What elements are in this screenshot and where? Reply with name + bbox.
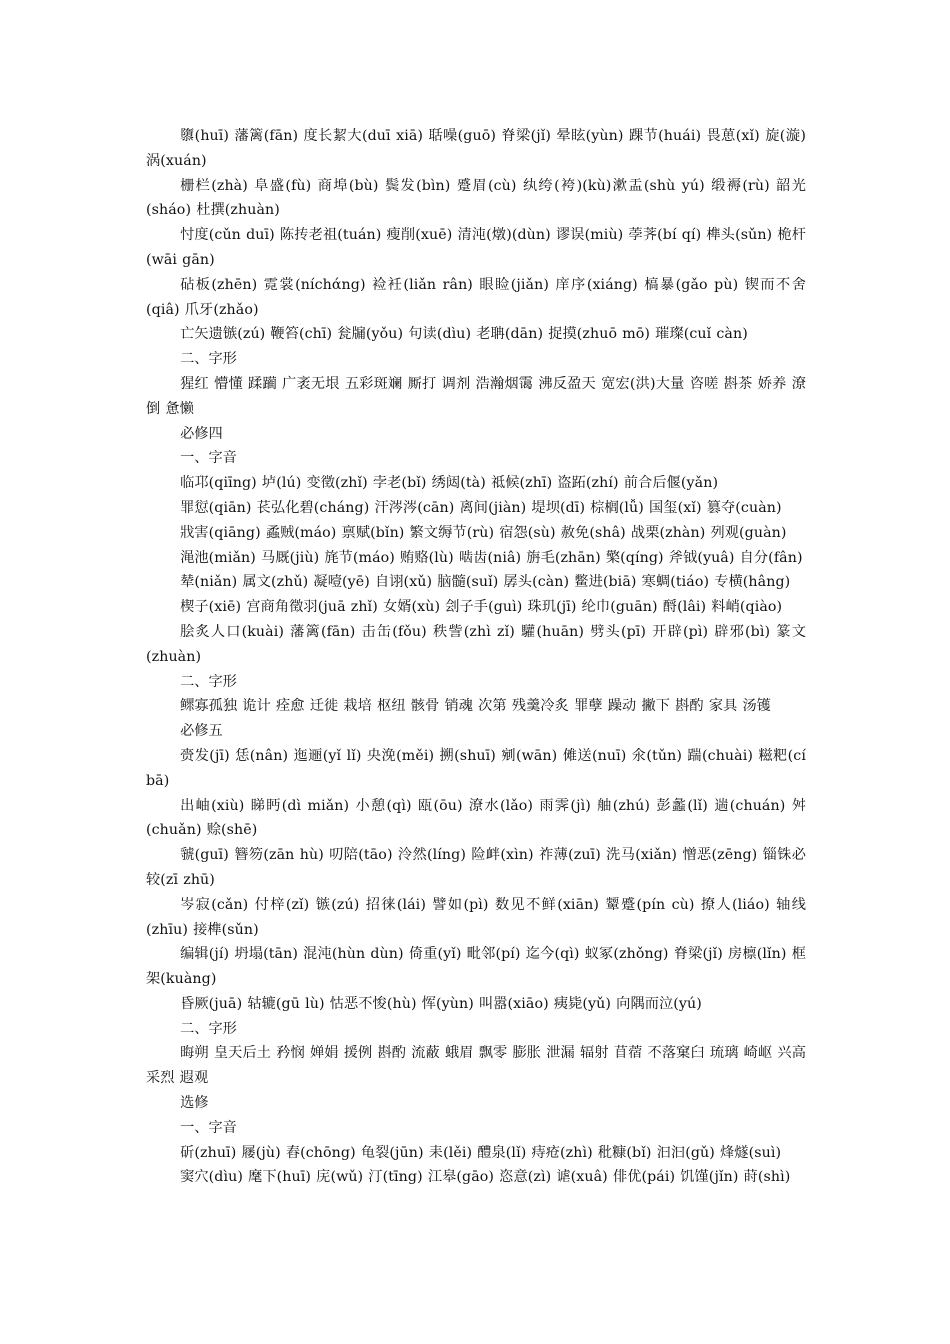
section-heading: 二、字形: [180, 351, 237, 368]
paragraph: 编辑(jí) 坍塌(tān) 混沌(hùn dùn) 倚重(yǐ) 毗邻(pí) 迄今(qì) 蚁冢(zhǒng) 脊梁(jǐ) 房檩(lǐn) 框架(kuàng): [146, 946, 806, 988]
section-heading: 一、字音: [180, 450, 237, 467]
paragraph: 赍发(jī) 恁(nân) 迤逦(yǐ lǐ) 央浼(měi) 搠(shuī) 剜(wān) 傩送(nuī) 氽(tǔn) 踹(chuài) 糍粑(cí bā): [146, 747, 806, 789]
paragraph: 隳(huī) 藩篱(fān) 度长絜大(duī xiā) 聒噪(guō) 脊梁(jǐ) 晕眩(yùn) 踝节(huái) 畏葸(xǐ) 旋(漩)涡(xuán): [146, 128, 806, 169]
section-heading: 必修五: [180, 723, 223, 740]
paragraph: 砧板(zhēn) 霓裳(níchάng) 裣衽(liǎn rân) 眼睑(jiǎn) 庠序(xiáng) 槁暴(gǎo pù) 锲而不舍(qiâ) 爪牙(zhǎo): [146, 276, 806, 318]
paragraph: 亡矢遗镞(zú) 鞭笞(chī) 瓮牖(yǒu) 句读(dìu) 老聃(dān) 捉摸(zhuō mō) 璀璨(cuǐ càn): [180, 326, 748, 343]
paragraph: 出岫(xiù) 睇眄(dì miǎn) 小憩(qì) 瓯(ōu) 潦水(lǎo) 雨霁(jì) 舳(zhú) 彭蠡(lǐ) 遄(chuán) 舛(chuǎn) 赊(shē): [146, 797, 806, 839]
paragraph: 戕害(qiāng) 蟊贼(máo) 禀赋(bǐn) 繁文缛节(rù) 宿怨(sù) 赦免(shâ) 战栗(zhàn) 列观(guàn): [180, 524, 787, 541]
paragraph: 罪愆(qiān) 苌弘化碧(cháng) 汗涔涔(cān) 离间(jiàn) 堤坝(dī) 棕榈(lǚ) 国玺(xǐ) 篡夺(cuàn): [180, 499, 782, 516]
section-heading: 二、字形: [180, 1020, 237, 1037]
section-heading: 必修四: [180, 425, 223, 442]
section-heading: 选修: [180, 1095, 209, 1112]
paragraph: 临邛(qiīng) 垆(lú) 变徵(zhǐ) 孛老(bǐ) 绣闼(tà) 祗候(zhī) 盗跖(zhí) 前合后偃(yǎn): [180, 475, 719, 492]
paragraph: 昏厥(juā) 轱辘(gū lù) 怙恶不悛(hù) 恽(yùn) 叫嚣(xiāo) 痍毙(yǔ) 向隅而泣(yú): [180, 995, 702, 1012]
section-heading: 二、字形: [180, 673, 237, 690]
paragraph: 忖度(cǔn duī) 陈抟老祖(tuán) 瘦削(xuē) 清沌(燉)(dùn) 谬误(miù) 荸荠(bí qí) 榫头(sǔn) 桅杆(wāi gān): [146, 227, 806, 268]
paragraph: 猩红 懵懂 蹂躏 广袤无垠 五彩斑斓 厮打 调剂 浩瀚烟霭 沸反盈天 宽宏(洪)大量 咨嗟 斟茶 娇养 潦倒 惫懒: [146, 375, 806, 417]
paragraph: 晦朔 皇天后土 矜悯 婵娟 援例 斟酌 流蔽 蛾眉 飘零 膨胀 泄漏 辐射 苜蓿 不落窠臼 琉璃 崎岖 兴高采烈 遐观: [146, 1045, 806, 1087]
paragraph: 鳏寡孤独 诡计 痊愈 迁徙 栽培 枢纽 骸骨 销魂 次第 残羹冷炙 罪孽 躁动 撇下 斟酌 家具 汤镬: [180, 698, 772, 715]
paragraph: 窦穴(dìu) 麾下(huī) 庑(wǔ) 汀(tīng) 江皋(gāo) 恣意(zì) 谑(xuâ) 俳优(pái) 饥馑(jǐn) 莳(shì): [180, 1169, 791, 1186]
paragraph: 斫(zhuī) 屦(jù) 舂(chōng) 龟裂(jūn) 耒(lěi) 醴泉(lǐ) 痔疮(zhì) 秕糠(bǐ) 汩汩(gǔ) 烽燧(suì): [180, 1144, 782, 1161]
paragraph: 楔子(xiē) 宫商角徵羽(juā zhǐ) 女婿(xù) 刽子手(guì) 珠玑(jī) 纶巾(guān) 酹(lâi) 料峭(qiào): [180, 599, 783, 616]
paragraph: 脍炙人口(kuài) 藩篱(fān) 击缶(fǒu) 秩訾(zhì zǐ) 驩(huān) 劈头(pī) 开辟(pì) 辟邪(bì) 篆文(zhuàn): [146, 623, 806, 665]
paragraph: 虢(guī) 簪笏(zān hù) 叨陪(tāo) 泠然(líng) 险衅(xìn) 祚薄(zuī) 洗马(xiǎn) 憎恶(zēng) 锱铢必较(zī zhū): [146, 847, 806, 888]
paragraph: 栅栏(zhà) 阜盛(fù) 商埠(bù) 鬓发(bìn) 蹙眉(cù) 纨绔(袴)(kù)漱盂(shù yú) 缎褥(rù) 韶光(sháo) 杜撰(zhuàn): [146, 177, 806, 219]
document-page: [146, 124, 806, 1190]
paragraph: 渑池(miǎn) 马厩(jiù) 旄节(máo) 贿赂(lù) 啮齿(niâ) 旃毛(zhān) 檠(qíng) 斧钺(yuâ) 自分(fân): [180, 549, 803, 566]
paragraph: 岑寂(cǎn) 付梓(zǐ) 镞(zú) 招徕(lái) 譬如(pì) 数见不鲜(xiān) 颦蹙(pín cù) 撩人(liáo) 轴线(zhīu) 接榫(sǔn): [146, 896, 806, 938]
paragraph: 辇(niǎn) 属文(zhǔ) 凝噎(yē) 自诩(xǔ) 脑髓(suǐ) 孱头(càn) 鳖进(biā) 寒蜩(tiáo) 专横(hâng): [180, 574, 791, 591]
section-heading: 一、字音: [180, 1119, 237, 1136]
